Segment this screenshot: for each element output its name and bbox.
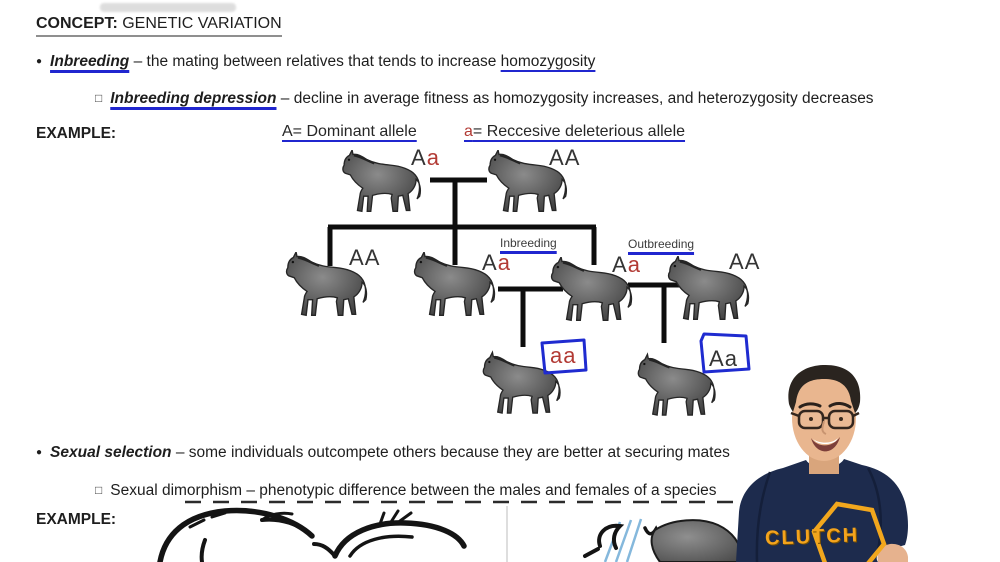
genotype-outbred-child: Aa bbox=[709, 346, 738, 371]
example1-label: EXAMPLE: bbox=[36, 125, 117, 142]
recessive-allele-letter: a bbox=[464, 123, 473, 140]
term-inbreeding: Inbreeding bbox=[50, 53, 130, 70]
genotype-dam: AA bbox=[549, 145, 581, 170]
square-bullet-icon: □ bbox=[95, 91, 103, 105]
recessive-definition: = Reccesive deleterious allele bbox=[472, 123, 686, 140]
person-eye-right bbox=[839, 417, 843, 421]
outbreeding-annotation: Outbreeding bbox=[628, 237, 695, 251]
page-title: GENETIC VARIATION bbox=[117, 15, 282, 32]
genotype-offspring1: AA bbox=[349, 245, 381, 270]
inbreeding-definition: – the mating between relatives that tends to increase bbox=[129, 53, 501, 70]
genotype-offspring3: Aa bbox=[612, 252, 641, 277]
legend-dominant: A= Dominant allele bbox=[282, 123, 417, 140]
bullet-icon: ● bbox=[36, 447, 43, 458]
genotype-sire: Aa bbox=[411, 145, 440, 170]
homozygosity-term: homozygosity bbox=[500, 53, 596, 70]
term-sexual-selection: Sexual selection bbox=[50, 444, 172, 461]
term-inbreeding-depression: Inbreeding depression bbox=[110, 90, 277, 107]
example2-label: EXAMPLE: bbox=[36, 511, 117, 528]
square-bullet-icon: □ bbox=[95, 483, 103, 497]
clutch-logo-text: CLUTCH bbox=[764, 524, 860, 550]
genotype-unrelated: AA bbox=[729, 249, 761, 274]
bullet-icon: ● bbox=[36, 56, 43, 67]
inbreeding-depression-definition: – decline in average fitness as homozygosity increases, and heterozygosity decreases bbox=[276, 90, 874, 107]
concept-label: CONCEPT: bbox=[36, 15, 118, 32]
genotype-inbred-child: aa bbox=[550, 343, 577, 368]
inbreeding-annotation: Inbreeding bbox=[500, 236, 557, 250]
sexual-dimorphism-definition: Sexual dimorphism – phenotypic difference between the males and females of a species bbox=[110, 482, 717, 499]
sexual-selection-definition: – some individuals outcompete others because they are better at securing mates bbox=[171, 444, 730, 461]
genotype-offspring2: Aa bbox=[482, 250, 511, 275]
person-eye-left bbox=[809, 417, 813, 421]
